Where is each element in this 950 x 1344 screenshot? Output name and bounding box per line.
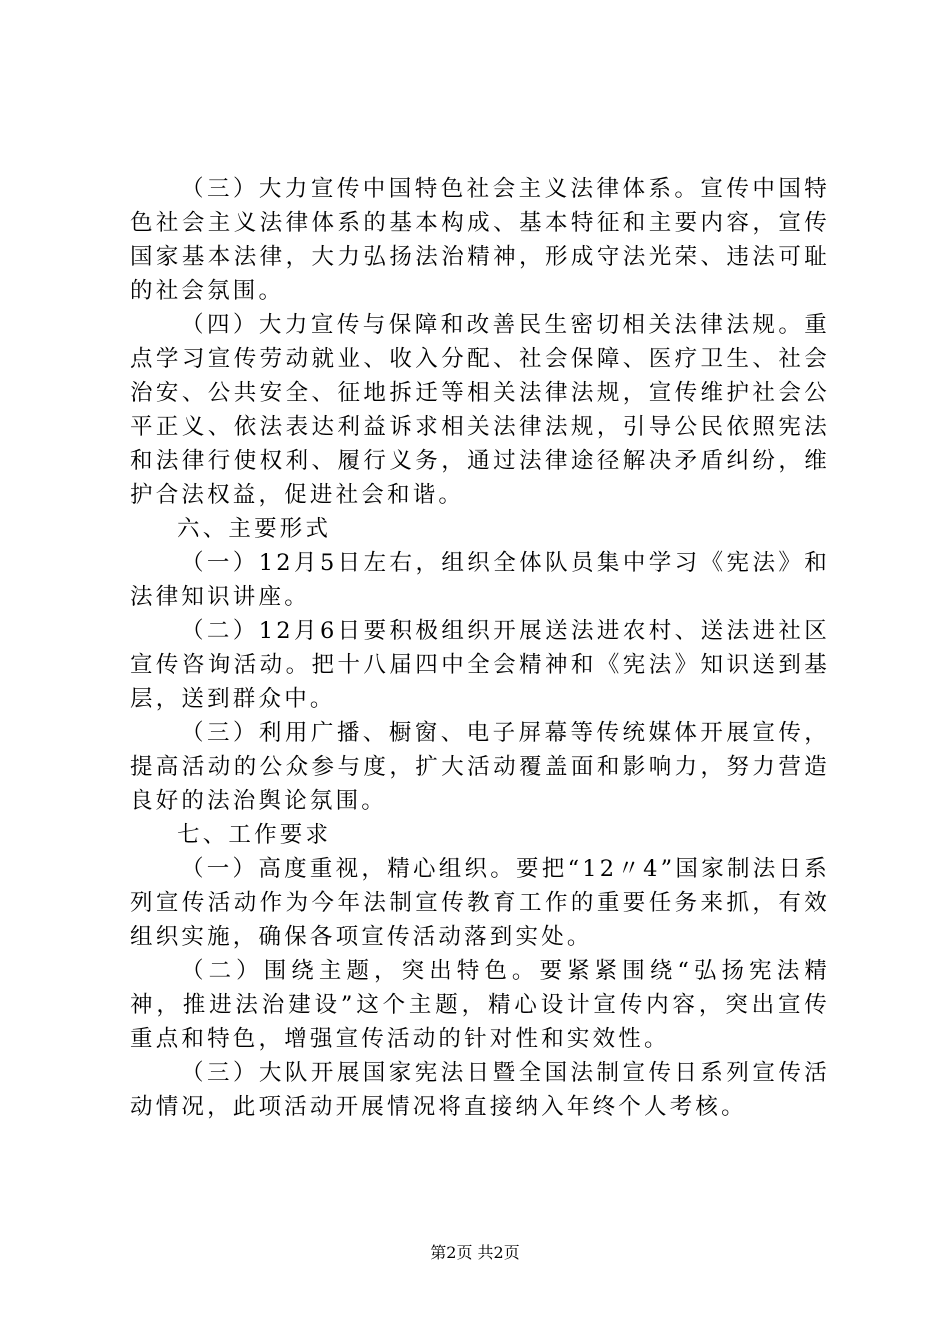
section-heading-main-forms: 六、主要形式 <box>177 516 332 542</box>
paragraph-form-2: （二）12月6日要积极组织开展送法进农村、送法进社区宣传咨询活动。把十八届四中全会精神和《宪法》知识送到基层，送到群众中。 <box>130 618 830 712</box>
paragraph-requirement-2: （二）围绕主题，突出特色。要紧紧围绕“弘扬宪法精神，推进法治建设”这个主题，精心设计宣传内容，突出宣传重点和特色，增强宣传活动的针对性和实效性。 <box>130 958 830 1052</box>
paragraph-form-1: （一）12月5日左右，组织全体队员集中学习《宪法》和法律知识讲座。 <box>130 550 830 610</box>
document-body <box>130 172 830 1124</box>
section-heading-work-requirements: 七、工作要求 <box>177 822 332 848</box>
page-footer: 第2页 共2页 <box>430 1243 520 1262</box>
paragraph-requirement-1: （一）高度重视，精心组织。要把“12〃4”国家制法日系列宣传活动作为今年法制宣传教育工作的重要任务来抓，有效组织实施，确保各项宣传活动落到实处。 <box>130 856 830 950</box>
paragraph-3-legal-system: （三）大力宣传中国特色社会主义法律体系。宣传中国特色社会主义法律体系的基本构成、基本特征和主要内容，宣传国家基本法律，大力弘扬法治精神，形成守法光荣、违法可耻的社会氛围。 <box>130 176 830 304</box>
paragraph-4-livelihood-laws: （四）大力宣传与保障和改善民生密切相关法律法规。重点学习宣传劳动就业、收入分配、社会保障、医疗卫生、社会治安、公共安全、征地拆迁等相关法律法规，宣传维护社会公平正义、依法表达利益诉求相关法律法规，引导公民依照宪法和法律行使权利、履行义务，通过法律途径解决矛盾纠纷，维护合法权益，促进社会和谐。 <box>130 312 830 508</box>
paragraph-form-3: （三）利用广播、橱窗、电子屏幕等传统媒体开展宣传，提高活动的公众参与度，扩大活动覆盖面和影响力，努力营造良好的法治舆论氛围。 <box>130 720 830 814</box>
paragraph-requirement-3: （三）大队开展国家宪法日暨全国法制宣传日系列宣传活动情况，此项活动开展情况将直接纳入年终个人考核。 <box>130 1060 830 1120</box>
